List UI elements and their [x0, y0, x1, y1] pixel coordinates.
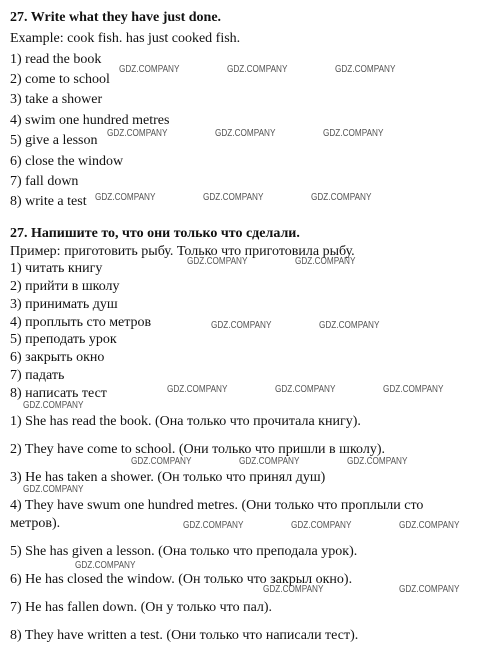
watermark-text: GDZ.COMPANY: [75, 560, 136, 571]
answer-2: 2) They have come to school. (Они только что пришли в школу).: [10, 442, 385, 457]
russian-item-8: 8) написать тест: [10, 386, 107, 401]
english-item-4: 4) swim one hundred metres: [10, 113, 170, 128]
watermark-text: GDZ.COMPANY: [275, 384, 336, 395]
russian-item-5: 5) преподать урок: [10, 332, 117, 347]
watermark-text: GDZ.COMPANY: [263, 584, 324, 595]
english-item-6: 6) close the window: [10, 154, 124, 169]
answer-7: 7) He has fallen down. (Он у только что пал).: [10, 600, 273, 615]
english-exercise-title: 27. Write what they have just done.: [10, 10, 222, 25]
english-item-5: 5) give a lesson: [10, 133, 98, 148]
english-item-3: 3) take a shower: [10, 92, 103, 107]
watermark-text: GDZ.COMPANY: [323, 128, 384, 139]
answer-3: 3) He has taken a shower. (Он только что принял душ): [10, 470, 326, 485]
english-item-2: 2) come to school: [10, 72, 110, 87]
russian-item-2: 2) прийти в школу: [10, 279, 120, 294]
watermark-text: GDZ.COMPANY: [203, 192, 264, 203]
watermark-text: GDZ.COMPANY: [383, 384, 444, 395]
answer-1: 1) She has read the book. (Она только что прочитала книгу).: [10, 414, 361, 429]
english-example: Example: cook fish. has just cooked fish.: [10, 31, 241, 46]
watermark-text: GDZ.COMPANY: [119, 64, 180, 75]
watermark-text: GDZ.COMPANY: [23, 484, 84, 495]
answer-4: 4) They have swum one hundred metres. (Они только что проплыли сто: [10, 498, 424, 513]
russian-item-1: 1) читать книгу: [10, 261, 103, 276]
watermark-text: GDZ.COMPANY: [291, 520, 352, 531]
watermark-text: GDZ.COMPANY: [187, 256, 248, 267]
russian-item-4: 4) проплыть сто метров: [10, 315, 152, 330]
watermark-text: GDZ.COMPANY: [227, 64, 288, 75]
english-item-8: 8) write a test: [10, 194, 87, 209]
watermark-text: GDZ.COMPANY: [239, 456, 300, 467]
watermark-text: GDZ.COMPANY: [23, 400, 84, 411]
watermark-text: GDZ.COMPANY: [183, 520, 244, 531]
watermark-text: GDZ.COMPANY: [311, 192, 372, 203]
english-item-1: 1) read the book: [10, 52, 102, 67]
watermark-text: GDZ.COMPANY: [211, 320, 272, 331]
russian-exercise-title: 27. Напишите то, что они только что сделали.: [10, 226, 300, 241]
russian-item-3: 3) принимать душ: [10, 297, 118, 312]
watermark-text: GDZ.COMPANY: [131, 456, 192, 467]
watermark-text: GDZ.COMPANY: [399, 584, 460, 595]
watermark-text: GDZ.COMPANY: [319, 320, 380, 331]
answer-5: 5) She has given a lesson. (Она только что преподала урок).: [10, 544, 358, 559]
answer-8: 8) They have written a test. (Они только что написали тест).: [10, 628, 359, 643]
watermark-text: GDZ.COMPANY: [295, 256, 356, 267]
watermark-text: GDZ.COMPANY: [95, 192, 156, 203]
english-item-7: 7) fall down: [10, 174, 79, 189]
russian-item-7: 7) падать: [10, 368, 65, 383]
watermark-text: GDZ.COMPANY: [215, 128, 276, 139]
russian-example: Пример: приготовить рыбу. Только что приготовила рыбу.: [10, 244, 355, 259]
answer-6: 6) He has closed the window. (Он только что закрыл окно).: [10, 572, 353, 587]
watermark-text: GDZ.COMPANY: [335, 64, 396, 75]
watermark-text: GDZ.COMPANY: [107, 128, 168, 139]
answer-4-continued: метров).: [10, 516, 61, 531]
watermark-text: GDZ.COMPANY: [167, 384, 228, 395]
russian-item-6: 6) закрыть окно: [10, 350, 105, 365]
watermark-text: GDZ.COMPANY: [347, 456, 408, 467]
watermark-text: GDZ.COMPANY: [399, 520, 460, 531]
